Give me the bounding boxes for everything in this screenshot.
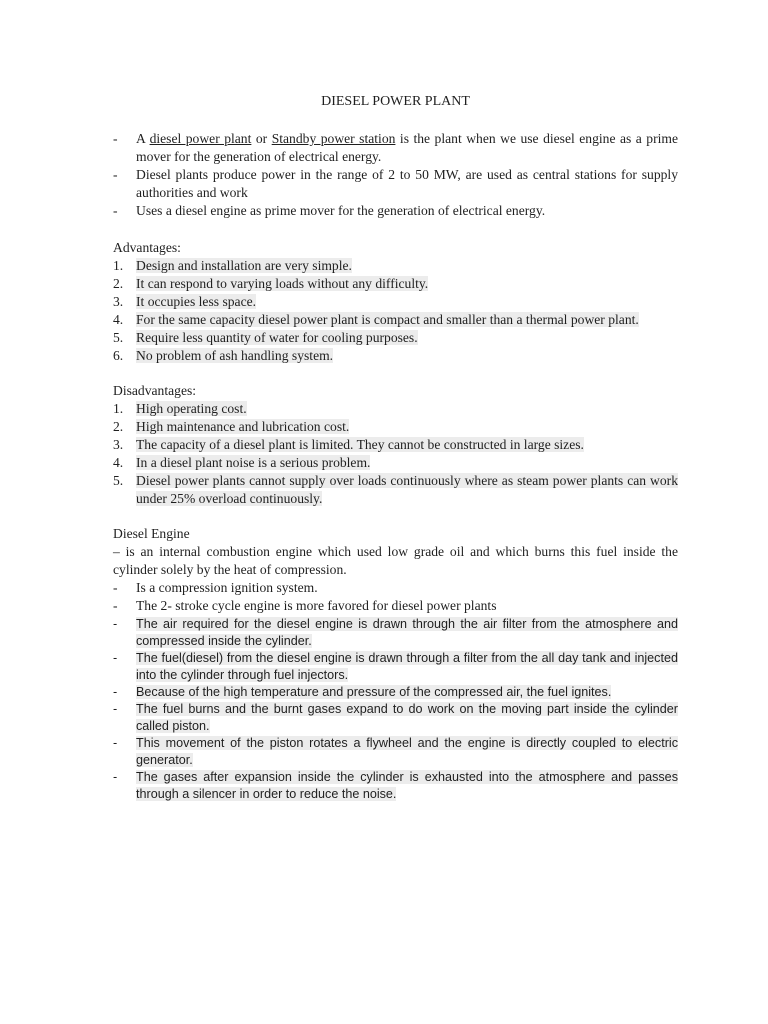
diesel-power-plant-link[interactable]: diesel power plant [149,131,252,146]
engine-detail-list [113,616,678,803]
dash-marker: - [113,131,118,146]
list-item-label: Is a compression ignition system. [136,580,318,595]
list-item [113,735,678,769]
list-marker: - [113,702,118,716]
engine-heading: Diesel Engine [113,526,190,541]
list-item [113,472,678,508]
list-item-label: No problem of ash handling system. [136,348,334,363]
list-item-text [136,650,678,684]
list-marker: 4. [113,455,124,470]
list-item [113,400,678,418]
list-marker: 1. [113,258,124,273]
list-marker: - [113,770,118,784]
list-item-label: In a diesel plant noise is a serious problem. [136,455,371,470]
list-item [113,418,678,436]
list-item-label: Diesel power plants cannot supply over loads continuously where as steam power plants can work under 25% overload continuously. [136,473,678,506]
list-marker: 5. [113,330,124,345]
list-marker: 3. [113,294,124,309]
list-item: - A diesel power plant or Standby power station is the plant when we use diesel engine as a prime mover for the generation of electrical energy. [113,131,679,164]
list-item [113,311,678,329]
list-item-label: High operating cost. [136,401,247,416]
list-item-text [136,769,678,803]
list-item [113,684,678,701]
disadvantages-list [113,400,678,508]
list-item-label: The fuel(diesel) from the diesel engine is drawn through a filter from the all day tank and injected into the cylinder through fuel injectors. [136,651,678,682]
dash-marker: - [113,203,118,218]
list-item-text [136,597,678,615]
list-item-text [136,329,678,347]
advantages-list [113,257,678,365]
list-item-text [136,701,678,735]
list-item [113,293,678,311]
list-marker: - [113,651,118,665]
list-item-text [136,454,678,472]
list-item-label: Because of the high temperature and pressure of the compressed air, the fuel ignites. [136,685,612,699]
list-item-text [136,616,678,650]
list-item [113,769,678,803]
list-marker: - [113,685,118,699]
list-item-label: High maintenance and lubrication cost. [136,419,350,434]
list-marker: - [113,736,118,750]
disadvantages-heading: Disadvantages: [113,383,197,398]
list-marker: 2. [113,419,124,434]
list-item-label: The air required for the diesel engine is drawn through the air filter from the atmosphere and compressed inside the cylinder. [136,617,678,648]
list-item-label: For the same capacity diesel power plant is compact and smaller than a thermal power plant. [136,312,639,327]
list-item [113,579,678,597]
list-item [113,329,678,347]
list-marker: 4. [113,312,124,327]
list-marker: - [113,598,118,613]
list-marker: 2. [113,276,124,291]
list-item-text [136,257,678,275]
list-item-label: Require less quantity of water for cooling purposes. [136,330,418,345]
list-marker: - [113,580,118,595]
dash-marker: - [113,167,118,182]
advantages-heading: Advantages: [113,240,181,255]
list-item [113,257,678,275]
list-item-label: The 2- stroke cycle engine is more favored for diesel power plants [136,598,497,613]
list-item-label: The capacity of a diesel plant is limited. They cannot be constructed in large sizes. [136,437,584,452]
list-item-text [136,579,678,597]
list-item [113,616,678,650]
disadvantages-section [113,382,678,508]
list-item-label: It occupies less space. [136,294,257,309]
standby-power-station-link[interactable]: Standby power station [271,131,396,146]
intro-list [113,130,678,220]
list-item: - Uses a diesel engine as prime mover for the generation of electrical energy. [113,203,546,218]
list-item-text [136,400,678,418]
list-marker: 6. [113,348,124,363]
list-item-text [136,418,678,436]
list-item-text [136,684,678,701]
list-item [113,436,678,454]
list-item-text [136,472,678,508]
list-item [113,650,678,684]
list-item-label: The gases after expansion inside the cylinder is exhausted into the atmosphere and passes through a silencer in order to reduce the noise. [136,770,678,801]
list-item [113,347,678,365]
list-marker: - [113,617,118,631]
engine-list [113,579,678,615]
list-marker: 5. [113,473,124,488]
list-item: - Diesel plants produce power in the range of 2 to 50 MW, are used as central stations for supply authorities and work [113,167,678,200]
page-title: DIESEL POWER PLANT [321,94,470,109]
list-marker: 3. [113,437,124,452]
list-item-label: It can respond to varying loads without any difficulty. [136,276,429,291]
list-item-label: The fuel burns and the burnt gases expand to do work on the moving part inside the cylinder called piston. [136,702,678,733]
list-item-label: Design and installation are very simple. [136,258,352,273]
list-item [113,701,678,735]
list-item-label: This movement of the piston rotates a flywheel and the engine is directly coupled to electric generator. [136,736,678,767]
list-marker: 1. [113,401,124,416]
list-item-text [136,275,678,293]
list-item-text [136,347,678,365]
list-item-text [136,735,678,769]
engine-definition: – is an internal combustion engine which used low grade oil and which burns this fuel inside the cylinder solely by the heat of compression. [113,544,678,577]
list-item-text [136,311,678,329]
list-item-text [136,436,678,454]
list-item [113,454,678,472]
list-item [113,597,678,615]
list-item [113,275,678,293]
engine-section [113,525,678,803]
advantages-section [113,239,678,365]
list-item-text [136,293,678,311]
